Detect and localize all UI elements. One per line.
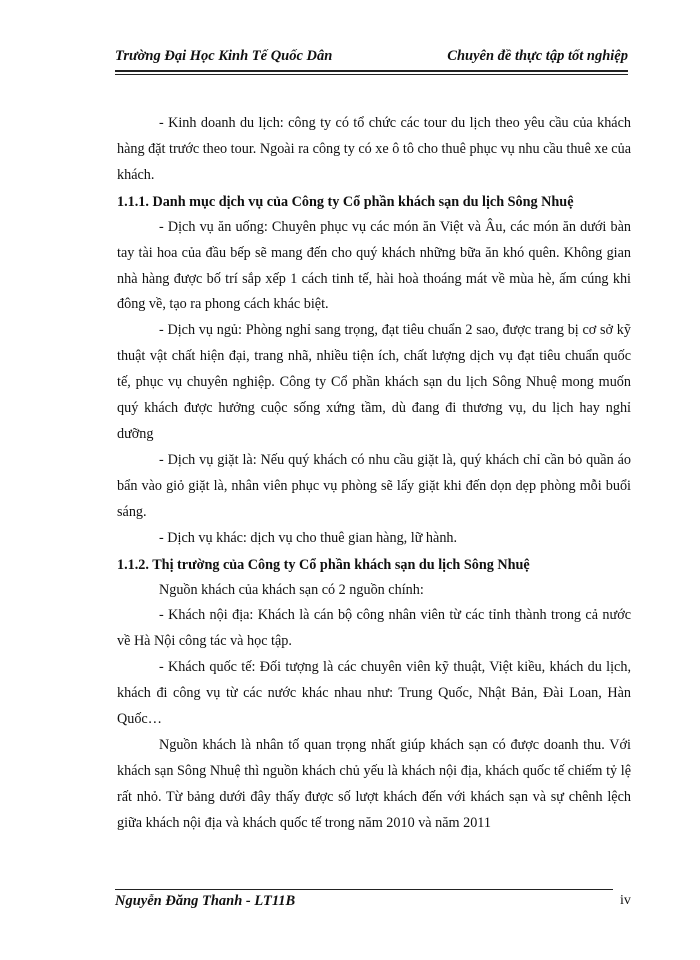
header-rule-thin [115, 74, 628, 75]
header-document-type: Chuyên đề thực tập tốt nghiệp [447, 48, 628, 64]
paragraph-dining-service: - Dịch vụ ăn uống: Chuyên phục vụ các món ăn Việt và Âu, các món ăn dưới bàn tay tài hoa của đầu bếp sẽ mang đến cho quý khách những bữa ăn khó quên. Không gian nhà hàng được bố trí sắp xếp 1 cách tinh tế, hài hoà thoáng mát về mùa hè, ấm cúng khi đông về, tạo ra phong cách khác biệt. [117, 218, 631, 313]
paragraph-customer-sources: Nguồn khách của khách sạn có 2 nguồn chính: [159, 581, 424, 598]
paragraph-domestic-guests: - Khách nội địa: Khách là cán bộ công nhân viên từ các tỉnh thành trong cả nước về Hà Nội công tác và học tập. [117, 607, 631, 650]
paragraph-tour-business: - Kinh doanh du lịch: công ty có tổ chức các tour du lịch theo yêu cầu của khách hàng đặt trước theo tour. Ngoài ra công ty có xe ô tô cho thuê phục vụ nhu cầu thuê xe của khách. [117, 115, 631, 183]
paragraph-international-guests: - Khách quốc tế: Đối tượng là các chuyên viên kỹ thuật, Việt kiều, khách du lịch, khách đi công vụ từ các nước khác nhau như: Trung Quốc, Nhật Bản, Đài Loan, Hàn Quốc… [117, 659, 631, 728]
section-heading-services: 1.1.1. Danh mục dịch vụ của Công ty Cổ phần khách sạn du lịch Sông Nhuệ [117, 193, 574, 210]
page-header [115, 44, 628, 68]
header-university: Trường Đại Học Kinh Tế Quốc Dân [115, 48, 333, 64]
paragraph-other-services: - Dịch vụ khác: dịch vụ cho thuê gian hàng, lữ hành. [159, 529, 458, 546]
document-body [117, 111, 631, 837]
header-rule-thick [115, 70, 628, 72]
footer-rule [115, 889, 613, 890]
page-number: iv [620, 893, 631, 908]
paragraph-lodging-service: - Dịch vụ ngủ: Phòng nghỉ sang trọng, đạt tiêu chuẩn 2 sao, được trang bị cơ sở kỹ thuật vật chất hiện đại, trang nhã, nhiều tiện ích, chất lượng dịch vụ đạt tiêu chuẩn quốc tế, phục vụ chuyên nghiệp. Công ty Cổ phần khách sạn du lịch Sông Nhuệ mong muốn quý khách được hưởng cuộc sống xứng tầm, dù đang đi thương vụ, du lịch hay nghỉ dưỡng [117, 322, 631, 442]
footer-author: Nguyễn Đăng Thanh - LT11B [115, 893, 296, 909]
paragraph-laundry-service: - Dịch vụ giặt là: Nếu quý khách có nhu cầu giặt là, quý khách chỉ cần bỏ quần áo bẩn vào giỏ giặt là, nhân viên phục vụ phòng sẽ lấy giặt khi đến dọn dẹp phòng mỗi buổi sáng. [117, 451, 631, 520]
paragraph-revenue-importance: Nguồn khách là nhân tố quan trọng nhất giúp khách sạn có được doanh thu. Với khách sạn Sông Nhuệ thì nguồn khách chủ yếu là khách nội địa, khách quốc tế chiếm tỷ lệ rất nhỏ. Từ bảng dưới đây thấy được số lượt khách đến với khách sạn và sự chênh lệch giữa khách nội địa và khách quốc tế trong năm 2010 và năm 2011 [117, 736, 631, 831]
section-heading-market: 1.1.2. Thị trường của Công ty Cổ phần khách sạn du lịch Sông Nhuệ [117, 556, 530, 573]
